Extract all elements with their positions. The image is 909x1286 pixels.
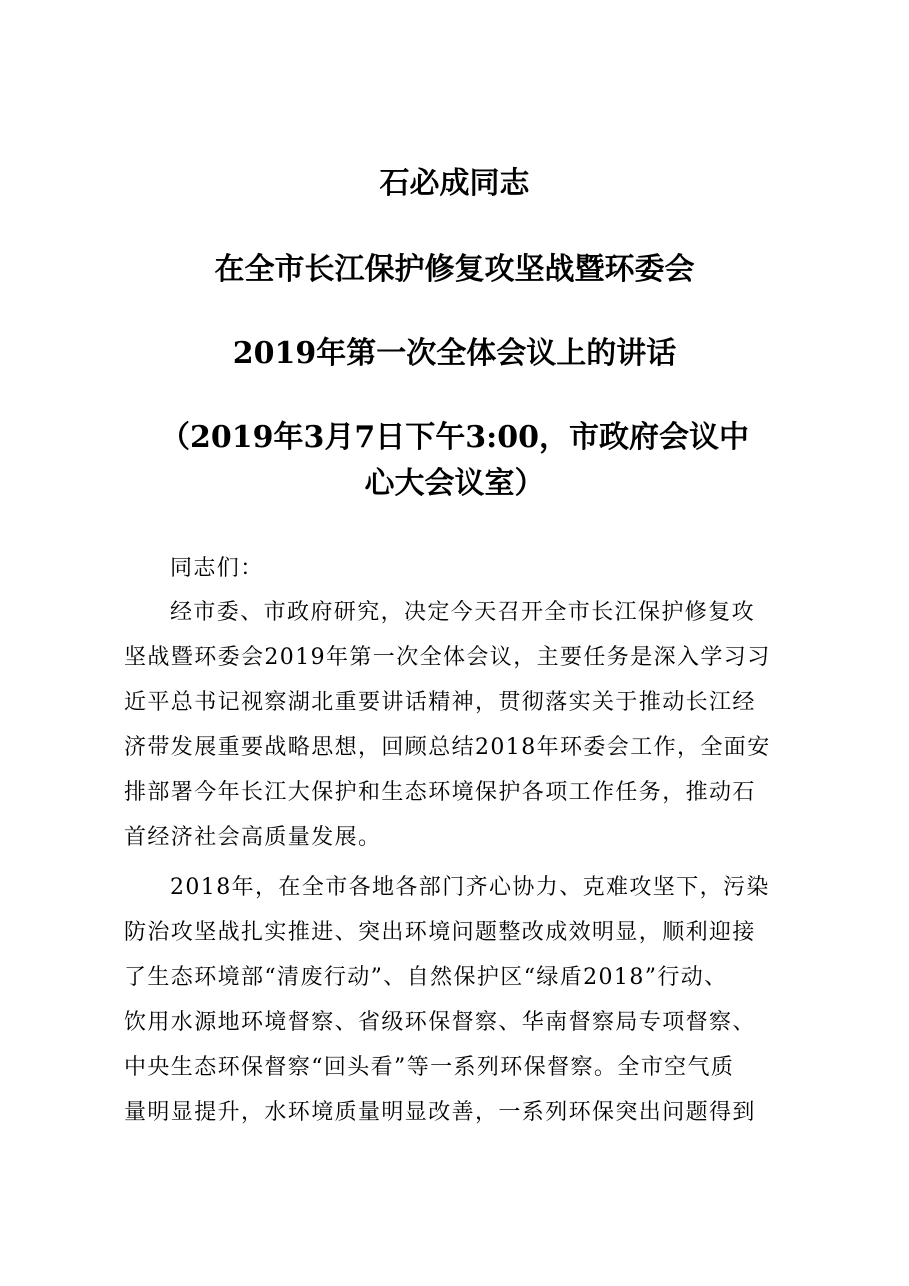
paragraph-1-line: 排部署今年长江大保护和生态环境保护各项工作任务，推动石 xyxy=(124,780,756,805)
speaker-title: 石必成同志 xyxy=(379,166,530,201)
paragraph-2-line: 中央生态环保督察“回头看”等一系列环保督察。全市空气质 xyxy=(124,1055,735,1080)
meeting-time-location-line-2: 心大会议室） xyxy=(364,466,545,501)
meeting-time-location-line-1: （2019年3月7日下午3:00，市政府会议中 xyxy=(160,420,749,455)
paragraph-2-line: 饮用水源地环境督察、省级环保督察、华南督察局专项督察、 xyxy=(124,1010,756,1035)
paragraph-2-line: 了生态环境部“清废行动”、自然保护区“绿盾2018”行动、 xyxy=(124,965,728,990)
paragraph-2-line: 防治攻坚战扎实推进、突出环境问题整改成效明显，顺利迎接 xyxy=(124,920,756,945)
greeting: 同志们： xyxy=(170,556,264,581)
paragraph-1 xyxy=(124,590,814,860)
paragraph-1-line: 首经济社会高质量发展。 xyxy=(124,825,382,850)
paragraph-1-line: 经市委、市政府研究，决定今天召开全市长江保护修复攻 xyxy=(170,600,756,625)
paragraph-2-line: 量明显提升，水环境质量明显改善，一系列环保突出问题得到 xyxy=(124,1100,756,1125)
meeting-title-line-2: 2019年第一次全体会议上的讲话 xyxy=(232,336,677,371)
paragraph-2 xyxy=(124,865,814,1135)
paragraph-1-line: 坚战暨环委会2019年第一次全体会议，主要任务是深入学习习 xyxy=(124,645,771,670)
paragraph-1-line: 济带发展重要战略思想，回顾总结2018年环委会工作，全面安 xyxy=(124,735,771,760)
paragraph-2-line: 2018年，在全市各地各部门齐心协力、克难攻坚下，污染 xyxy=(170,875,770,900)
paragraph-1-line: 近平总书记视察湖北重要讲话精神，贯彻落实关于推动长江经 xyxy=(124,690,756,715)
meeting-title-line-1: 在全市长江保护修复攻坚战暨环委会 xyxy=(214,252,695,287)
